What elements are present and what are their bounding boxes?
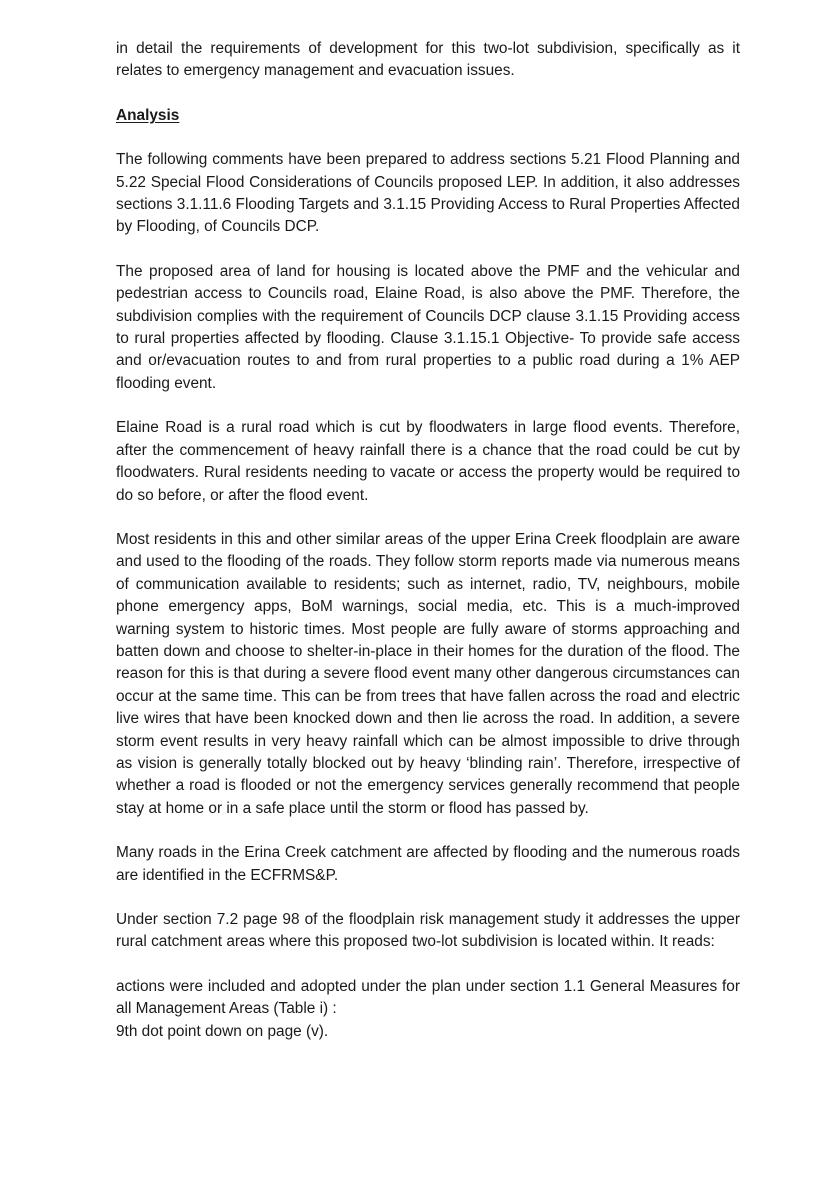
paragraph-4: Most residents in this and other similar areas of the upper Erina Creek floodplain are aware and used to the flooding of the roads. They follow storm reports made via numerous means of communication available to residents; such as internet, radio, TV, neighbours, mobile phone emergency apps, BoM warnings, social media, etc. This is a much-improved warning system to historic times. Most people are fully aware of storms approaching and batten down and choose to shelter-in-place in their homes for the duration of the flood. The reason for this is that during a severe flood event many other dangerous circumstances can occur at the same time. This can be from trees that have fallen across the road and electric live wires that have been knocked down and then lie across the road. In addition, a severe storm event results in very heavy rainfall which can be almost impossible to drive through as vision is generally totally blocked out by heavy ‘blinding rain’. Therefore, irrespective of whether a road is flooded or not the emergency services generally recommend that people stay at home or in a safe place until the storm or flood has passed by. <box>116 530 740 817</box>
closing-last-line: 9th dot point down on page (v). <box>116 1022 329 1040</box>
closing-text: actions were included and adopted under the plan under section 1.1 General Measures for all Management Areas (Table i) : <box>116 977 740 1018</box>
closing-paragraph <box>116 976 740 1043</box>
intro-paragraph: in detail the requirements of development for this two-lot subdivision, specifically as it relates to emergency management and evacuation issues. <box>116 40 740 80</box>
paragraph-6: Under section 7.2 page 98 of the floodplain risk management study it addresses the upper rural catchment areas where this proposed two-lot subdivision is located within. It reads: <box>116 911 740 951</box>
paragraph-5: Many roads in the Erina Creek catchment are affected by flooding and the numerous roads are identified in the ECFRMS&P. <box>116 844 740 884</box>
section-heading-analysis: Analysis <box>116 106 180 124</box>
document-page <box>116 38 740 1043</box>
paragraph-2: The proposed area of land for housing is located above the PMF and the vehicular and pedestrian access to Councils road, Elaine Road, is also above the PMF. Therefore, the subdivision complies with the requirement of Councils DCP clause 3.1.15 Providing access to rural properties affected by flooding. Clause 3.1.15.1 Objective- To provide safe access and or/evacuation routes to and from rural properties to a public road during a 1% AEP flooding event. <box>116 262 740 392</box>
paragraph-1: The following comments have been prepared to address sections 5.21 Flood Planning and 5.22 Special Flood Considerations of Councils proposed LEP. In addition, it also addresses sections 3.1.11.6 Flooding Targets and 3.1.15 Providing Access to Rural Properties Affected by Flooding, of Councils DCP. <box>116 151 740 236</box>
paragraph-3: Elaine Road is a rural road which is cut by floodwaters in large flood events. Therefore, after the commencement of heavy rainfall there is a chance that the road could be cut by floodwaters. Rural residents needing to vacate or access the property would be required to do so before, or after the flood event. <box>116 419 740 504</box>
